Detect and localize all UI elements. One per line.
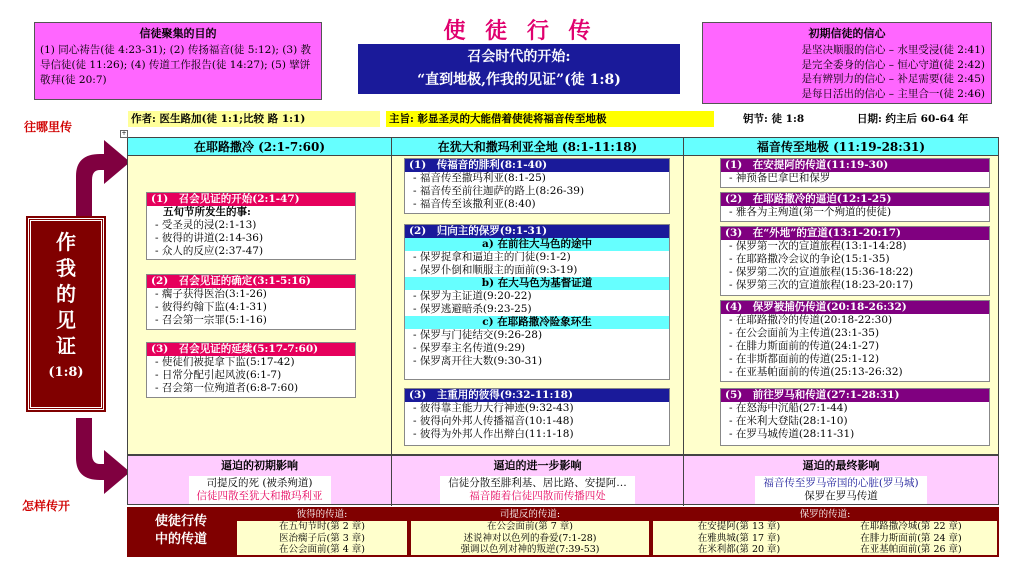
list-item: - 在公会面前为主传道(23:1-35) xyxy=(729,327,880,339)
persecution-effects-row xyxy=(127,455,999,505)
list-item: - 在非斯都面前的传道(25:1-12) xyxy=(729,353,880,365)
how-label: 怎样传开 xyxy=(22,499,71,513)
faith-line: 是坚决顺服的信心 – 水里受浸(徒 2:41) xyxy=(801,44,985,56)
section-block xyxy=(404,224,670,380)
section-block xyxy=(146,192,356,260)
author-info: 作者: 医生路加(徒 1:1;比较 路 1:1) xyxy=(128,111,380,127)
section-title: (2) 召会见证的确定(3:1-5:16) xyxy=(147,275,355,288)
list-item: - 在耶路撒冷的传道(20:18-22:30) xyxy=(729,314,893,326)
section-title: (1) 传福音的腓利(8:1-40) xyxy=(405,159,669,172)
preaching-item: 在公会面前(第 7 章) xyxy=(487,521,573,532)
list-item: - 神预备巴拿巴和保罗 xyxy=(729,172,831,184)
list-item: - 保罗奉主名传道(9:29) xyxy=(413,342,526,354)
purpose-text: (1) 同心祷告(徒 4:23-31); (2) 传扬福音(徒 5:12); (3) 教导信徒(徒 11:26); (4) 传道工作报告(徒 14:27); (5) 擘饼敬拜(徒 20:7) xyxy=(40,44,312,86)
effect-title: 逼迫的进一步影响 xyxy=(493,459,582,472)
preaching-item: 在米利都(第 20 章) xyxy=(697,544,781,555)
theme-info: 主旨: 彰显圣灵的大能借着使徒将福音传至地极 xyxy=(386,111,714,127)
subsection-title: b) 在大马色为基督证道 xyxy=(405,277,669,290)
main-grid xyxy=(121,130,999,455)
list-item: - 福音传至该撒利亚(8:40) xyxy=(413,198,536,210)
list-item: - 雅各为主殉道(第一个殉道的使徒) xyxy=(729,206,892,218)
section-title: (1) 在安提阿的传道(11:19-30) xyxy=(721,159,989,172)
list-item: - 彼得向外邦人传播福音(10:1-48) xyxy=(413,415,574,427)
paul-preaching-right xyxy=(825,521,997,556)
stephen-preaching xyxy=(411,509,649,555)
curved-arrow-down-icon xyxy=(48,418,132,498)
column-header-judea-samaria: 在犹大和撒玛利亚全地 (8:1-11:18) xyxy=(392,138,684,156)
faith-title: 初期信徒的信心 xyxy=(808,27,886,40)
date-info: 日期: 约主后 60-64 年 xyxy=(857,113,969,125)
list-item: - 受圣灵的浸(2:1-13) xyxy=(155,219,257,231)
section-block xyxy=(720,300,990,382)
key-verse-info: 钥节: 徒 1:8 xyxy=(743,113,805,125)
preaching-label xyxy=(127,507,235,557)
preaching-item: 强调以色列对神的叛逆(7:39-53) xyxy=(460,544,600,555)
section-title: (3) 在“外地”的宣道(13:1-20:17) xyxy=(721,227,989,240)
preaching-title: 彼得的传道: xyxy=(237,509,407,521)
list-item: - 在罗马城传道(28:11-31) xyxy=(729,428,855,440)
list-item: - 在怒海中沉船(27:1-44) xyxy=(729,402,848,414)
preaching-item: 在五旬节时(第 2 章) xyxy=(279,521,365,532)
list-item: - 保罗捉拿和逼迫主的门徒(9:1-2) xyxy=(413,251,571,263)
preaching-item: 述说神对以色列的眷爱(7:1-28) xyxy=(463,532,597,544)
section-title: (4) 保罗被捕仍传道(20:18-26:32) xyxy=(721,301,989,314)
section-title: (2) 在耶路撒冷的逼迫(12:1-25) xyxy=(721,193,989,206)
list-item: - 彼得约翰下监(4:1-31) xyxy=(155,301,267,313)
effect-line: 福音随着信徒四散而传播四处 xyxy=(469,490,606,502)
list-item: - 保罗第一次的宣道旅程(13:1-14:28) xyxy=(729,240,907,252)
list-item: - 在腓力斯面前的传道(24:1-27) xyxy=(729,340,880,352)
faith-line: 是有辨别力的信心 – 补足需要(徒 2:45) xyxy=(801,73,985,85)
effect-line: 保罗在罗马传道 xyxy=(804,490,878,502)
list-item: - 彼得为外邦人作出辩白(11:1-18) xyxy=(413,428,574,440)
list-item: - 瘸子获得医治(3:1-26) xyxy=(155,288,267,300)
list-item: - 在亚基帕面前的传道(25:13-26:32) xyxy=(729,366,903,378)
faith-line: 是完全委身的信心 – 恒心守道(徒 2:42) xyxy=(801,58,985,71)
preaching-item: 在耶路撒冷城(第 22 章) xyxy=(860,521,962,532)
preaching-item: 在腓力斯面前(第 24 章) xyxy=(860,532,962,544)
faith-line: 是每日活出的信心 – 主里合一(徒 2:46) xyxy=(801,87,985,100)
section-intro: 五旬节所发生的事: xyxy=(163,206,251,218)
witness-box xyxy=(28,218,104,410)
witness-char: 证 xyxy=(56,334,76,358)
column-header-jerusalem: 在耶路撒冷 (2:1-7:60) xyxy=(128,138,392,156)
effect-body xyxy=(189,476,331,504)
section-block xyxy=(720,388,990,446)
effect-cell xyxy=(128,456,392,506)
section-block xyxy=(404,388,670,446)
list-item: - 保罗与门徒结交(9:26-28) xyxy=(413,329,543,341)
list-item: - 保罗为主证道(9:20-22) xyxy=(413,290,532,302)
section-block xyxy=(146,342,356,398)
list-item: - 彼得的讲道(2:14-36) xyxy=(155,232,264,244)
list-item: - 在耶路撒冷会议的争论(15:1-35) xyxy=(729,253,890,265)
preaching-item: 在公会面前(第 4 章) xyxy=(279,544,365,555)
list-item: - 众人的反应(2:37-47) xyxy=(155,245,264,257)
list-item: - 保罗离开往大数(9:30-31) xyxy=(413,355,543,367)
list-item: - 保罗逃避暗杀(9:23-25) xyxy=(413,303,532,315)
paul-preaching xyxy=(653,509,997,555)
page-title: 使 徒 行 传 xyxy=(443,18,597,44)
list-item: - 召会第一位殉道者(6:8-7:60) xyxy=(155,382,299,394)
section-title: (5) 前往罗马和传道(27:1-28:31) xyxy=(721,389,989,402)
faith-box xyxy=(702,22,992,104)
effect-cell xyxy=(392,456,684,506)
list-item: - 日常分配引起风波(6:1-7) xyxy=(155,369,282,381)
list-item: - 保罗第三次的宣道旅程(18:23-20:17) xyxy=(729,279,914,291)
list-item: - 召会第一宗罪(5:1-16) xyxy=(155,314,267,326)
section-title: (3) 主重用的彼得(9:32-11:18) xyxy=(405,389,669,402)
column-header-ends-of-earth: 福音传至地极 (11:19-28:31) xyxy=(684,138,998,156)
list-item: - 保罗第二次的宣道旅程(15:36-18:22) xyxy=(729,266,914,278)
section-title: (2) 归向主的保罗(9:1-31) xyxy=(405,225,669,238)
effect-line: 信徒四散至犹大和撒玛利亚 xyxy=(196,490,323,502)
effect-cell xyxy=(684,456,998,506)
section-block xyxy=(720,158,990,188)
witness-char: 我 xyxy=(56,256,76,280)
list-item: - 福音传至前往迦萨的路上(8:26-39) xyxy=(413,185,585,197)
effect-title: 逼迫的初期影响 xyxy=(221,459,298,472)
subsection-title: c) 在耶路撒冷险象环生 xyxy=(405,316,669,329)
paul-preaching-columns xyxy=(653,521,997,556)
effect-title: 逼迫的最终影响 xyxy=(802,459,880,472)
preaching-title: 司提反的传道: xyxy=(411,509,649,521)
preaching-title: 保罗的传道: xyxy=(653,509,997,521)
preaching-label-line-1: 使徒行传 xyxy=(154,514,207,529)
witness-char: 作 xyxy=(56,230,76,254)
subtitle-line-2: “直到地极,作我的见证”(徒 1:8) xyxy=(417,72,621,88)
column-jerusalem xyxy=(128,156,392,454)
preaching-item: 医治瘸子后(第 3 章) xyxy=(279,532,365,544)
section-title: (1) 召会见证的开始(2:1-47) xyxy=(147,193,355,206)
paul-preaching-left xyxy=(653,521,825,556)
list-item: - 彼得靠主能力大行神迹(9:32-43) xyxy=(413,402,574,414)
list-item: - 在米利大登陆(28:1-10) xyxy=(729,415,848,427)
section-title: (3) 召会见证的延续(5:17-7:60) xyxy=(147,343,355,356)
column-judea-samaria xyxy=(392,156,684,454)
peter-preaching xyxy=(237,509,407,555)
effect-line: 司提反的死 (被杀殉道) xyxy=(206,477,313,489)
section-block xyxy=(146,274,356,330)
effect-body xyxy=(440,476,635,504)
purpose-box xyxy=(34,22,322,100)
effect-body xyxy=(755,476,926,504)
effect-line: 福音传至罗马帝国的心脏(罗马城) xyxy=(763,477,919,489)
subsection-title: a) 在前往大马色的途中 xyxy=(405,238,669,251)
preaching-row xyxy=(127,507,999,557)
section-block xyxy=(720,226,990,296)
witness-char: 见 xyxy=(56,308,76,332)
effect-line: 信徒分散至腓利基、居比路、安提阿… xyxy=(448,477,627,489)
preaching-item: 在安提阿(第 13 章) xyxy=(697,521,781,532)
preaching-item: 在亚基帕面前(第 26 章) xyxy=(860,544,962,555)
purpose-title: 信徒聚集的目的 xyxy=(139,27,217,40)
list-item: - 福音传至撒玛利亚(8:1-25) xyxy=(413,172,546,184)
curved-arrow-up-icon xyxy=(48,136,132,216)
preaching-label-line-2: 中的传道 xyxy=(154,532,207,547)
subtitle-line-1: 召会时代的开始: xyxy=(467,49,571,65)
subtitle-box xyxy=(358,44,680,94)
witness-ref: (1:8) xyxy=(48,365,84,380)
section-block xyxy=(720,192,990,222)
column-ends-of-earth xyxy=(684,156,998,454)
list-item: - 保罗仆倒和顺服主的面前(9:3-19) xyxy=(413,264,578,276)
list-item: - 使徒们被捉拿下监(5:17-42) xyxy=(155,356,295,368)
section-block xyxy=(404,158,670,214)
witness-char: 的 xyxy=(56,282,76,306)
preaching-item: 在雅典城(第 17 章) xyxy=(697,532,781,544)
where-label: 往哪里传 xyxy=(24,120,73,134)
move-handle-icon[interactable]: + xyxy=(121,130,127,137)
